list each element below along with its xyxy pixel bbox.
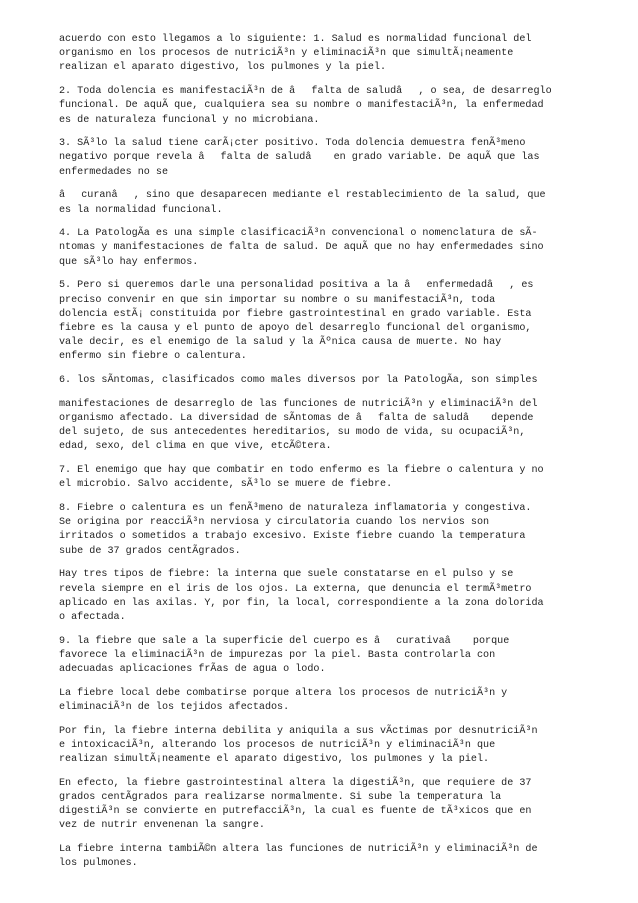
paragraph-point-7: 7. El enemigo que hay que combatir en todo enfermo es la fiebre o calentura y no el microbio. Salvo accidente, sÃ³lo se muere de fiebre. [59,465,544,491]
paragraph-point-3-continued: âcuranâ, sino que desaparecen mediante el restablecimiento de la salud, que es la normalidad funcional. [59,190,546,216]
paragraph-point-6-continued: manifestaciones de desarreglo de las funciones de nutriciÃ³n y eliminaciÃ³n del organismo afectado. La diversidad de sÃntomas de âfalta de saludâ depende del sujeto, de sus antecedentes hereditarios, su modo de vida, su ocupaciÃ³n, edad, sexo, del clima en que vive, etcÃ©tera. [59,398,538,453]
paragraph-fiebre-gastrointestinal: En efecto, la fiebre gastrointestinal altera la digestiÃ³n, que requiere de 37 grados centÃgrados para realizarse normalmente. Si sube la temperatura la digestiÃ³n se convierte en putrefacciÃ³n, la cual es fuente de tÃ³xicos que en vez de nutrir envenenan la sangre. [59,777,532,832]
paragraph-point-5: 5. Pero si queremos darle una personalidad positiva a la âenfermedadâ, es preciso convenir en que sin importar su nombre o su manifestaciÃ³n, toda dolencia estÃ¡ constituida por fiebre gastrointestinal en grado variable. Esta fiebre es la causa y el punto de apoyo del desarreglo funcional del organismo, vale decir, es el enemigo de la salud y la Ãºnica causa de muerte. No hay enfermo sin fiebre o calentura. [59,280,534,363]
paragraph-tipos-de-fiebre: Hay tres tipos de fiebre: la interna que suele constatarse en el pulso y se revela siempre en el iris de los ojos. La externa, que denuncia el termÃ³metro aplicado en las axilas. Y, por fin, la local, correspondiente a la zona dolorida o afectada. [59,569,544,623]
paragraph-fiebre-local: La fiebre local debe combatirse porque altera los procesos de nutriciÃ³n y eliminaciÃ³n de los tejidos afectados. [59,687,508,713]
document-page [59,33,599,881]
paragraph-point-6: 6. los sÃntomas, clasificados como males diversos por la PatologÃa, son simples [59,375,538,387]
paragraph-point-4: 4. La PatologÃa es una simple clasificaciÃ³n convencional o nomenclatura de sÃ- ntomas y manifestaciones de falta de salud. De aquÃ que no hay enfermedades sino que sÃ³lo hay enfermos. [59,228,544,268]
paragraph-point-2: 2. Toda dolencia es manifestaciÃ³n de âfalta de saludâ, o sea, de desarreglo funcional. De aquÃ que, cualquiera sea su nombre o manifestaciÃ³n, la enfermedad es de naturaleza funcional y no microbiana. [59,86,552,126]
paragraph-salud-definicion: acuerdo con esto llegamos a lo siguiente: 1. Salud es normalidad funcional del organismo en los procesos de nutriciÃ³n y eliminaciÃ³n que simultÃ¡neamente realizan el aparato digestivo, los pulmones y la piel. [59,34,532,74]
paragraph-fiebre-interna-pulmones: La fiebre interna tambiÃ©n altera las funciones de nutriciÃ³n y eliminaciÃ³n de los pulmones. [59,844,538,870]
paragraph-point-8: 8. Fiebre o calentura es un fenÃ³meno de naturaleza inflamatoria y congestiva. Se origina por reacciÃ³n nerviosa y circulatoria cuando los nervios son irritados o sometidos a trabajo excesivo. Existe fiebre cuando la temperatura sube de 37 grados centÃgrados. [59,502,532,557]
paragraph-fiebre-interna: Por fin, la fiebre interna debilita y aniquila a sus vÃctimas por desnutriciÃ³n e intoxicaciÃ³n, alterando los procesos de nutriciÃ³n y eliminaciÃ³n que realizan simultÃ¡neamente el aparato digestivo, los pulmones y la piel. [59,725,538,766]
paragraph-point-3: 3. SÃ³lo la salud tiene carÃ¡cter positivo. Toda dolencia demuestra fenÃ³meno negativo porque revela âfalta de saludâ en grado variable. De aquÃ que las enfermedades no se [59,138,540,178]
paragraph-point-9: 9. la fiebre que sale a la superficie del cuerpo es âcurativaâ porque favorece la eliminaciÃ³n de impurezas por la piel. Basta controlarla con adecuadas aplicaciones frÃas de agua o lodo. [59,635,510,676]
